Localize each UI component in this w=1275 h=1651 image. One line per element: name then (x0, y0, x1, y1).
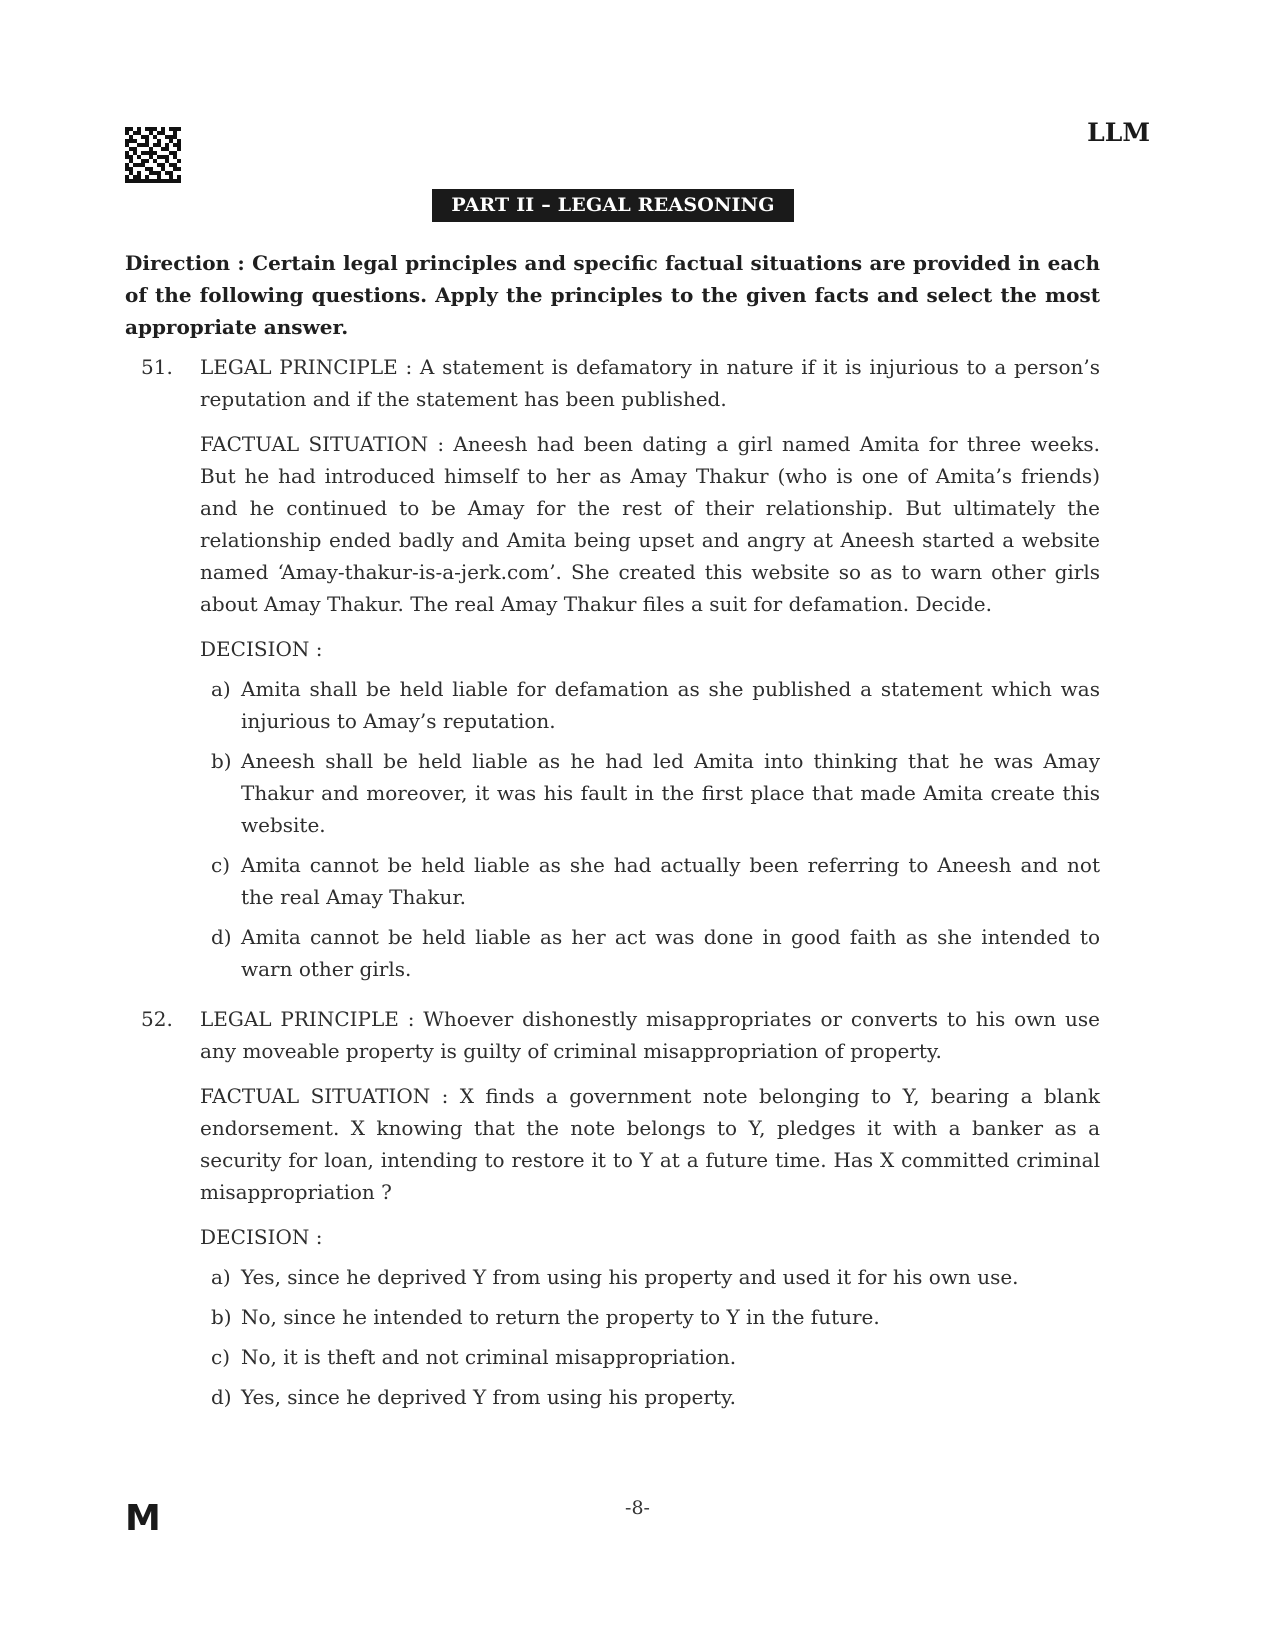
option-text: Yes, since he deprived Y from using his property. (241, 1385, 736, 1409)
section-title: PART II – LEGAL REASONING (432, 189, 794, 222)
answer-options (200, 673, 1100, 985)
answer-options (200, 1261, 1100, 1413)
directions-text: Direction : Certain legal principles and specific factual situations are provided in each of the following questions. Apply the principles to the given facts and select the most appropriate answer. (125, 251, 1100, 339)
option-c (200, 1341, 1100, 1373)
question-52 (125, 1003, 1100, 1421)
question-body (200, 1003, 1100, 1413)
qr-code-icon (125, 127, 181, 183)
decision-label: DECISION : (200, 637, 323, 661)
option-letter: b) (211, 1305, 232, 1329)
question-number: 52. (141, 1007, 173, 1031)
option-letter: c) (211, 853, 231, 877)
factual-situation: FACTUAL SITUATION : Aneesh had been dating a girl named Amita for three weeks. But he had introduced himself to her as Amay Thakur (who is one of Amita’s friends) and he continued to be Amay for the rest of their relationship. But ultimately the relationship ended badly and Amita being upset and angry at Aneesh started a website named ‘Amay-thakur-is-a-jerk.com’. She created this website so as to warn other girls about Amay Thakur. The real Amay Thakur files a suit for defamation. Decide. (200, 432, 1100, 616)
option-d (200, 1381, 1100, 1413)
option-letter: d) (211, 925, 232, 949)
option-d (200, 921, 1100, 985)
option-b (200, 1301, 1100, 1333)
option-a (200, 673, 1100, 737)
legal-principle: LEGAL PRINCIPLE : A statement is defamatory in nature if it is injurious to a person’s reputation and if the statement has been published. (200, 355, 1100, 411)
option-b (200, 745, 1100, 841)
option-letter: c) (211, 1345, 231, 1369)
option-letter: a) (211, 1265, 231, 1289)
option-letter: b) (211, 749, 232, 773)
option-letter: a) (211, 677, 231, 701)
question-number: 51. (141, 355, 173, 379)
page-number: -8- (625, 1497, 650, 1519)
option-text: Aneesh shall be held liable as he had led Amita into thinking that he was Amay Thakur and moreover, it was his fault in the first place that made Amita create this website. (241, 749, 1100, 837)
option-text: No, since he intended to return the property to Y in the future. (241, 1305, 880, 1329)
option-letter: d) (211, 1385, 232, 1409)
series-mark: M (125, 1498, 161, 1539)
option-text: Amita cannot be held liable as her act was done in good faith as she intended to warn other girls. (241, 925, 1100, 981)
decision-label: DECISION : (200, 1225, 323, 1249)
option-c (200, 849, 1100, 913)
option-text: Amita cannot be held liable as she had actually been referring to Aneesh and not the real Amay Thakur. (241, 853, 1100, 909)
option-text: Yes, since he deprived Y from using his property and used it for his own use. (241, 1265, 1019, 1289)
exam-code: LLM (1087, 118, 1150, 147)
legal-principle: LEGAL PRINCIPLE : Whoever dishonestly misappropriates or converts to his own use any moveable property is guilty of criminal misappropriation of property. (200, 1007, 1100, 1063)
question-body (200, 351, 1100, 985)
option-a (200, 1261, 1100, 1293)
factual-situation: FACTUAL SITUATION : X finds a government note belonging to Y, bearing a blank endorsement. X knowing that the note belongs to Y, pledges it with a banker as a security for loan, intending to restore it to Y at a future time. Has X committed criminal misappropriation ? (200, 1084, 1100, 1204)
option-text: No, it is theft and not criminal misappropriation. (241, 1345, 737, 1369)
option-text: Amita shall be held liable for defamation as she published a statement which was injurious to Amay’s reputation. (241, 677, 1100, 733)
question-51 (125, 351, 1100, 993)
